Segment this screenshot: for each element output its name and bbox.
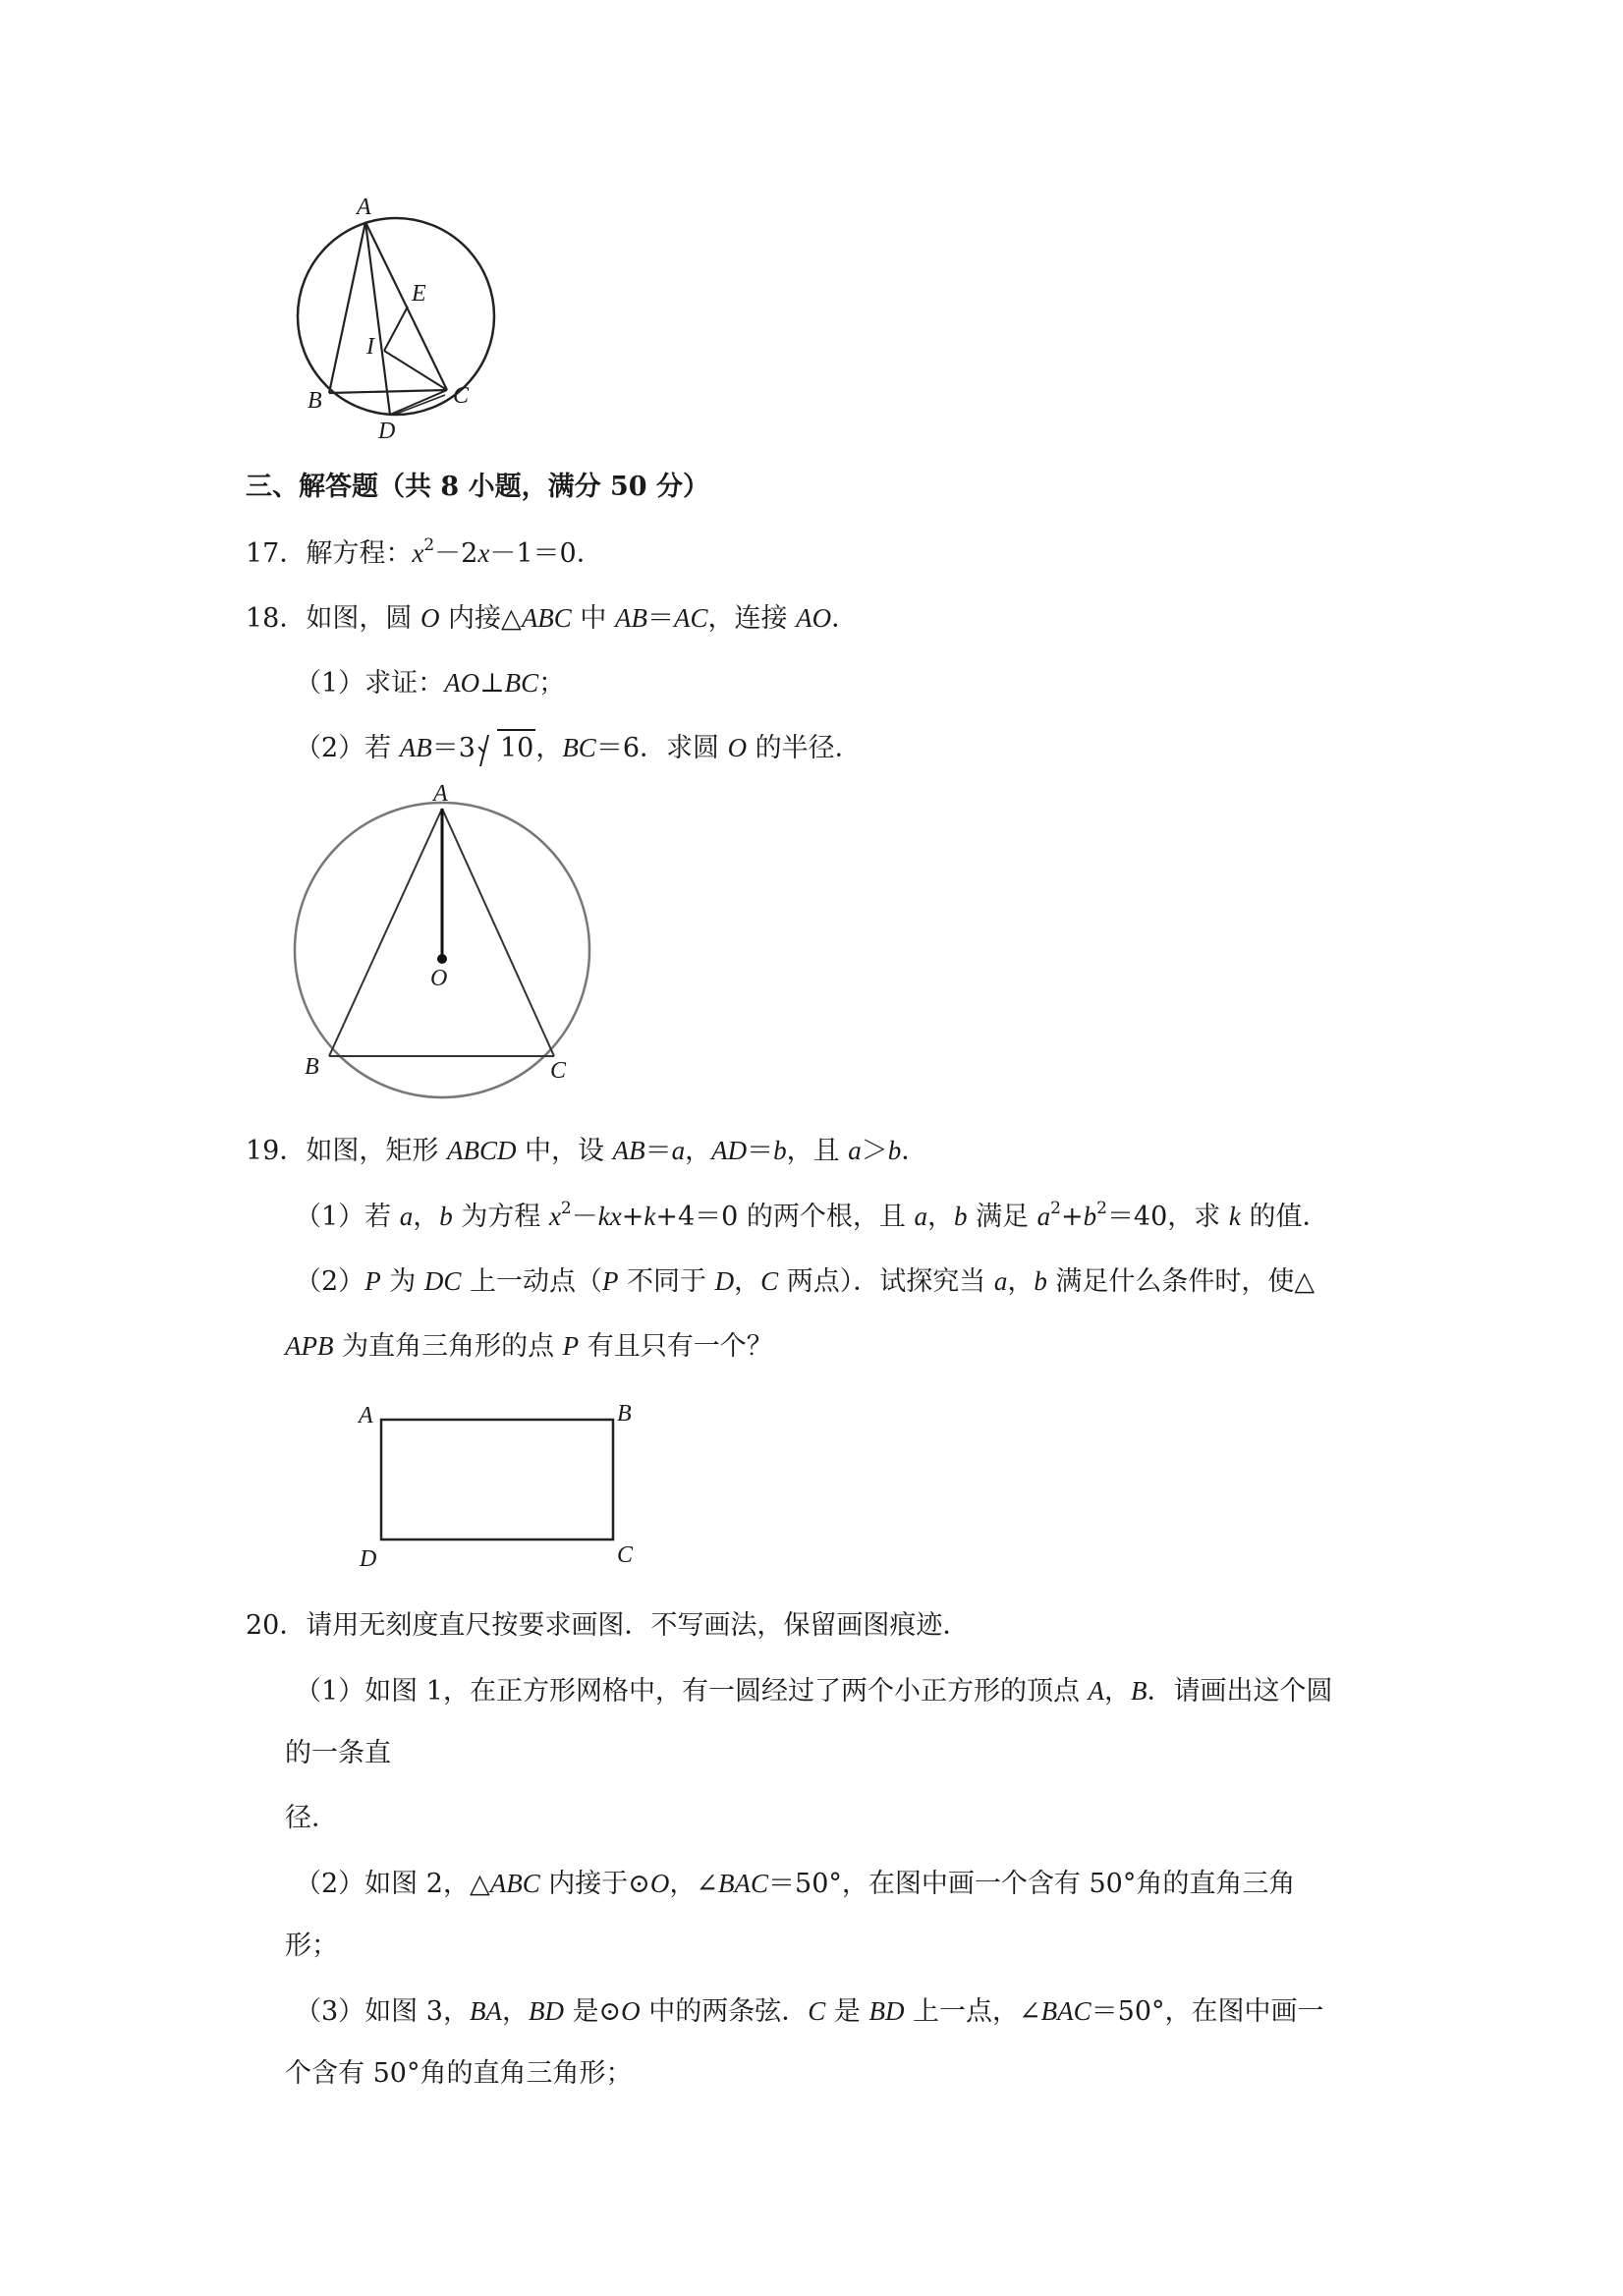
label-B: B [617,1401,632,1427]
q17-number: 17． [246,538,307,569]
label-O: O [430,966,448,991]
figure-inscribed-triangle [285,781,609,1115]
label-A: A [359,1403,373,1428]
label-D: D [360,1546,377,1572]
q18-number: 18． [246,603,307,634]
question-19-part-2: （2）P 为 DC 上一动点（P 不同于 D，C 两点）．试探究当 a，b 满足什么条件时，使△ [295,1266,1315,1297]
label-C: C [617,1542,634,1568]
question-20-part-2-line2: 形； [285,1931,338,1961]
question-20-part-2: （2）如图 2，△ABC 内接于⊙O，∠BAC＝50°，在图中画一个含有 50°角的直角三角 [295,1869,1296,1899]
label-A: A [357,195,371,220]
question-20: 20．请用无刻度直尺按要求画图．不写画法，保留画图痕迹． [246,1610,970,1641]
q20-number: 20． [246,1610,307,1641]
label-B: B [308,388,322,414]
question-18: 18．如图，圆 O 内接△ABC 中 AB＝AC，连接 AO． [246,603,859,634]
question-18-part-2: （2）若 AB＝3 10，BC＝6．求圆 O 的半径． [295,730,862,766]
label-I: I [366,334,374,360]
question-19-part-1: （1）若 a，b 为方程 $x^2-kx+k+4=0$ 的两个根，且 a，b 满足 $a^2+b^2=40$，求 k 的值． [295,1199,1329,1232]
label-A: A [433,781,448,807]
label-B: B [305,1054,319,1080]
question-20-part-1: （1）如图 1，在正方形网格中，有一圆经过了两个小正方形的顶点 A，B．请画出这个圆 [295,1676,1333,1707]
figure-rectangle [354,1395,648,1572]
question-17: 17．解方程：$x^2-2x-1=0$． [246,535,603,569]
q19-number: 19． [246,1136,307,1166]
question-19: 19．如图，矩形 ABCD 中，设 AB＝a，AD＝b，且 a＞b． [246,1136,928,1166]
question-18-part-1: （1）求证：AO⊥BC； [295,668,566,699]
question-20-part-3: （3）如图 3，BA，BD 是⊙O 中的两条弦．C 是 BD 上一点，∠BAC＝50°，在图中画一 [295,1996,1324,2027]
label-E: E [412,281,426,307]
label-C: C [453,383,470,409]
sqrt-sign: 10 [476,731,535,766]
figure-circle-incenter [280,196,516,452]
question-20-part-1-line2: 的一条直 [285,1738,391,1768]
label-D: D [378,419,396,444]
label-C: C [550,1058,567,1084]
section-heading: 三、解答题（共 8 小题，满分 50 分） [246,472,709,502]
question-20-part-3-line2: 个含有 50°角的直角三角形； [285,2058,633,2089]
question-19-part-2-cont: APB 为直角三角形的点 P 有且只有一个？ [285,1331,773,1362]
question-20-part-1-line3: 径． [285,1803,338,1833]
